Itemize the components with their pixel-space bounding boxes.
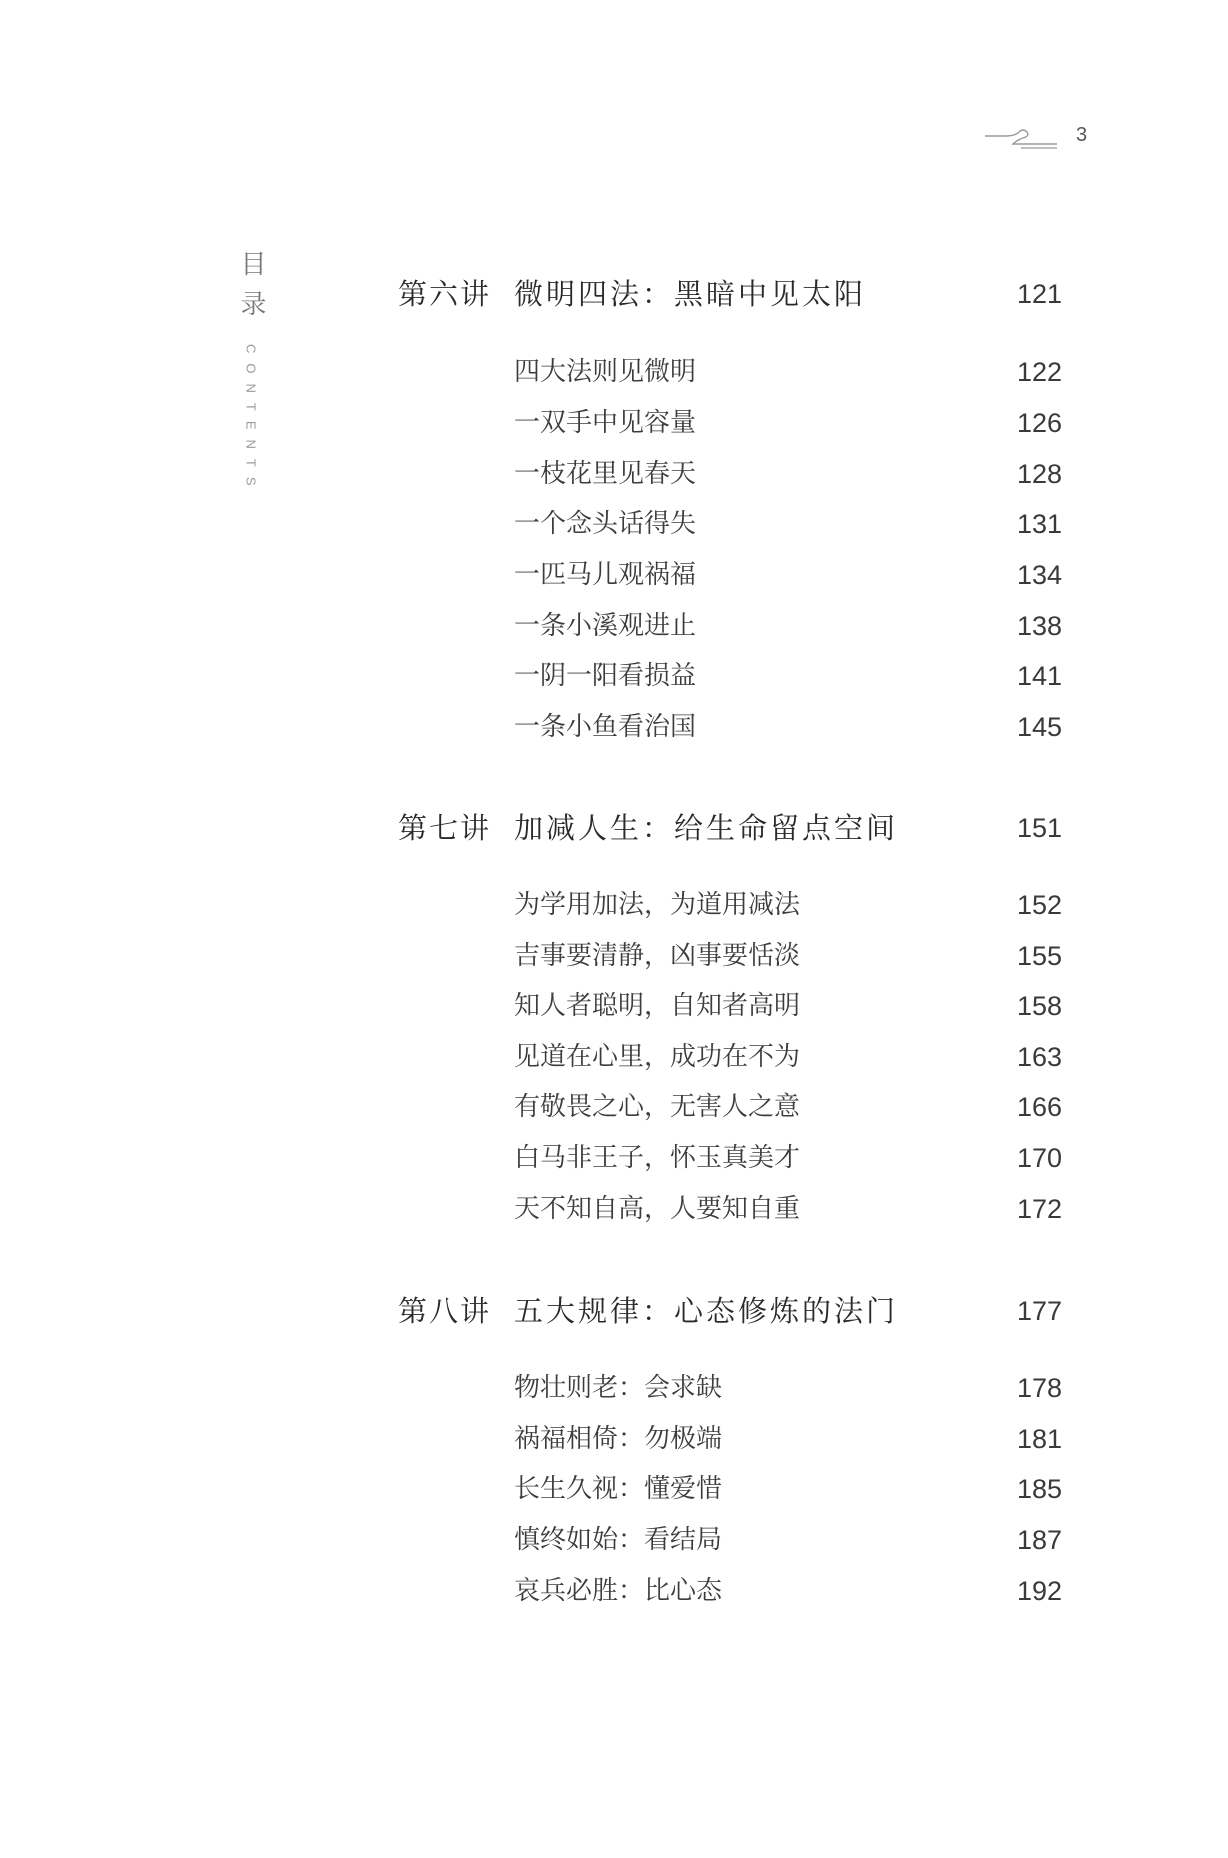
entry-page: 134 <box>1016 560 1062 590</box>
entry-page: 158 <box>1016 991 1062 1021</box>
entry-page: 172 <box>1016 1194 1062 1224</box>
page-number: 3 <box>1076 124 1088 146</box>
entry-page: 170 <box>1016 1143 1062 1173</box>
entry-title: 一枝花里见春天 <box>514 459 697 489</box>
toc-entry[interactable] <box>0 403 1228 443</box>
entry-title: 白马非王子，怀玉真美才 <box>514 1143 801 1173</box>
toc-entry[interactable] <box>0 707 1228 747</box>
entry-title: 天不知自高，人要知自重 <box>514 1194 801 1224</box>
entry-page: 185 <box>1016 1474 1062 1504</box>
chapter-label: 第六讲 <box>398 277 492 311</box>
toc-entry[interactable] <box>0 454 1228 494</box>
toc-entry[interactable] <box>0 606 1228 646</box>
chapter-title: 加减人生：给生命留点空间 <box>514 811 899 845</box>
chapter-heading[interactable] <box>0 1289 1228 1333</box>
toc-entry[interactable] <box>0 352 1228 392</box>
toc-entry[interactable] <box>0 1368 1228 1408</box>
entry-page: 181 <box>1016 1424 1062 1454</box>
toc-entry[interactable] <box>0 555 1228 595</box>
toc-entry[interactable] <box>0 1037 1228 1077</box>
entry-page: 145 <box>1016 712 1062 742</box>
entry-title: 吉事要清静，凶事要恬淡 <box>514 941 801 971</box>
entry-title: 一匹马儿观祸福 <box>514 560 697 590</box>
toc-entry[interactable] <box>0 656 1228 696</box>
toc-entry[interactable] <box>0 986 1228 1026</box>
entry-page: 166 <box>1016 1092 1062 1122</box>
entry-page: 131 <box>1016 509 1062 539</box>
toc-entry[interactable] <box>0 1087 1228 1127</box>
chapter-title: 五大规律：心态修炼的法门 <box>514 1294 899 1328</box>
toc-entry[interactable] <box>0 1571 1228 1611</box>
entry-page: 122 <box>1016 357 1062 387</box>
toc-entry[interactable] <box>0 936 1228 976</box>
toc-entry[interactable] <box>0 1138 1228 1178</box>
entry-title: 一个念头话得失 <box>514 509 697 539</box>
entry-title: 长生久视：懂爱惜 <box>514 1474 723 1504</box>
toc-entry[interactable] <box>0 885 1228 925</box>
side-title-cn: 目录 <box>236 250 266 330</box>
entry-title: 为学用加法，为道用减法 <box>514 890 801 920</box>
entry-page: 178 <box>1016 1373 1062 1403</box>
entry-title: 一条小鱼看治国 <box>514 712 697 742</box>
entry-page: 128 <box>1016 459 1062 489</box>
toc-entry[interactable] <box>0 504 1228 544</box>
entry-title: 一阴一阳看损益 <box>514 661 697 691</box>
entry-page: 187 <box>1016 1525 1062 1555</box>
entry-page: 155 <box>1016 941 1062 971</box>
chapter-page: 177 <box>1016 1296 1062 1326</box>
entry-page: 126 <box>1016 408 1062 438</box>
entry-page: 152 <box>1016 890 1062 920</box>
chapter-title: 微明四法：黑暗中见太阳 <box>514 277 867 311</box>
chapter-page: 121 <box>1016 279 1062 309</box>
entry-title: 一条小溪观进止 <box>514 611 697 641</box>
entry-page: 141 <box>1016 661 1062 691</box>
entry-title: 物壮则老：会求缺 <box>514 1373 723 1403</box>
toc-entry[interactable] <box>0 1469 1228 1509</box>
entry-title: 知人者聪明，自知者高明 <box>514 991 801 1021</box>
chapter-label: 第七讲 <box>398 811 492 845</box>
entry-title: 有敬畏之心，无害人之意 <box>514 1092 801 1122</box>
entry-title: 祸福相倚：勿极端 <box>514 1424 723 1454</box>
entry-page: 163 <box>1016 1042 1062 1072</box>
entry-title: 慎终如始：看结局 <box>514 1525 723 1555</box>
toc-entry[interactable] <box>0 1419 1228 1459</box>
entry-title: 哀兵必胜：比心态 <box>514 1576 723 1606</box>
entry-title: 一双手中见容量 <box>514 408 697 438</box>
entry-title: 四大法则见微明 <box>514 357 697 387</box>
entry-title: 见道在心里，成功在不为 <box>514 1042 801 1072</box>
entry-page: 138 <box>1016 611 1062 641</box>
chapter-heading[interactable] <box>0 272 1228 316</box>
toc-entry[interactable] <box>0 1189 1228 1229</box>
toc-entry[interactable] <box>0 1520 1228 1560</box>
chapter-label: 第八讲 <box>398 1294 492 1328</box>
entry-page: 192 <box>1016 1576 1062 1606</box>
side-title-en: CONTENTS <box>243 344 259 496</box>
cloud-line-ornament-icon <box>985 128 1057 150</box>
chapter-heading[interactable] <box>0 806 1228 850</box>
chapter-page: 151 <box>1016 813 1062 843</box>
